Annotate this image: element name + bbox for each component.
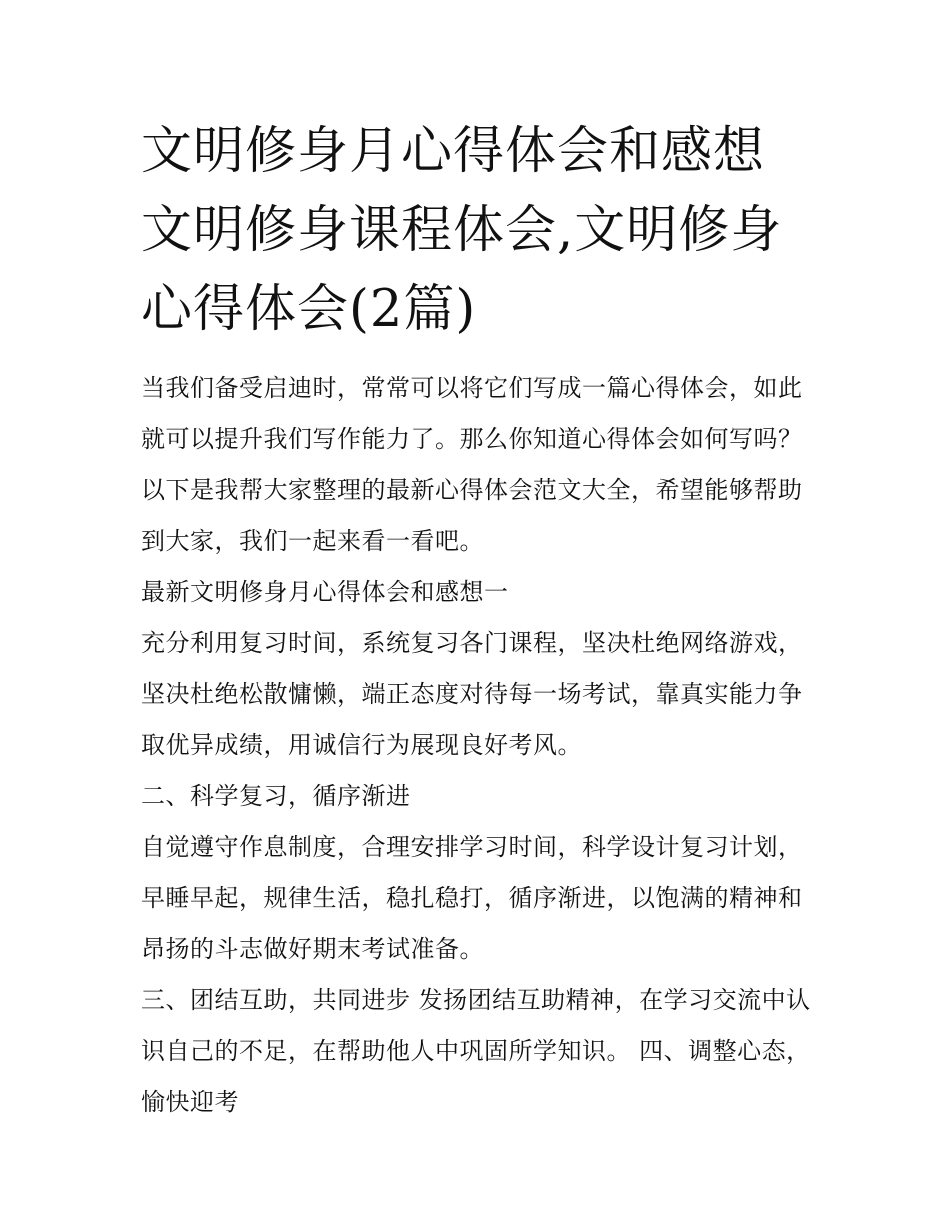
section-paragraph-three-four: 三、团结互助，共同进步 发扬团结互助精神，在学习交流中认识自己的不足，在帮助他人中巩固所学知识。 四、调整心态，愉快迎考 — [141, 986, 811, 1116]
document-title: 文明修身月心得体会和感想 文明修身课程体会,文明修身心得体会(2篇) — [141, 122, 783, 339]
section-heading-two: 二、科学复习，循序渐进 — [141, 782, 411, 810]
document-page — [141, 112, 816, 1128]
body-paragraph: 自觉遵守作息制度，合理安排学习时间，科学设计复习计划，早睡早起，规律生活，稳扎稳打，循序渐进，以饱满的精神和昂扬的斗志做好期末考试准备。 — [141, 833, 803, 963]
document-body — [141, 363, 816, 1128]
intro-paragraph: 当我们备受启迪时，常常可以将它们写成一篇心得体会，如此就可以提升我们写作能力了。那么你知道心得体会如何写吗？以下是我帮大家整理的最新心得体会范文大全，希望能够帮助到大家，我们一起来看一看吧。 — [141, 374, 803, 555]
body-paragraph: 充分利用复习时间，系统复习各门课程，坚决杜绝网络游戏，坚决杜绝松散慵懒，端正态度对待每一场考试，靠真实能力争取优异成绩，用诚信行为展现良好考风。 — [141, 629, 803, 759]
section-heading-one: 最新文明修身月心得体会和感想一 — [141, 578, 509, 606]
